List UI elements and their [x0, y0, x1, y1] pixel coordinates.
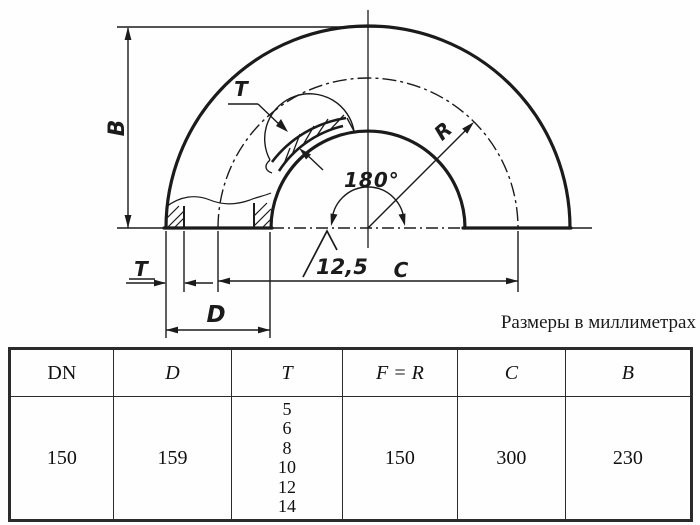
t-value: 12 — [278, 476, 297, 497]
header-t: T — [232, 349, 342, 397]
label-diameter-d: D — [206, 302, 226, 328]
table-data-row — [10, 397, 692, 521]
label-wall-t-bottom: T — [134, 257, 148, 281]
t-value: 6 — [282, 418, 292, 438]
cell-d: 159 — [113, 397, 232, 521]
header-dn: DN — [10, 349, 114, 397]
label-angle-180: 180° — [344, 168, 400, 192]
dimensions-table — [8, 347, 693, 522]
cell-t — [232, 397, 342, 521]
break-wavy-line — [166, 193, 271, 207]
t-value: 10 — [278, 457, 297, 477]
t-value: 8 — [282, 437, 292, 458]
header-c: C — [458, 349, 566, 397]
label-radius-r: R — [429, 116, 457, 146]
t-value: 5 — [282, 398, 292, 419]
table-header-row — [10, 349, 692, 397]
cell-f-r: 150 — [342, 397, 457, 521]
header-f-r: F = R — [342, 349, 457, 397]
cell-dn: 150 — [10, 397, 114, 521]
t-value: 14 — [278, 496, 297, 516]
header-b: B — [565, 349, 691, 397]
cell-b: 230 — [565, 397, 691, 521]
units-note: Размеры в миллиметрах — [500, 312, 696, 333]
label-roughness-12-5: 12,5 — [316, 255, 368, 279]
label-wall-t-top: T — [234, 77, 248, 101]
label-length-c: C — [393, 258, 409, 282]
cell-c: 300 — [458, 397, 566, 521]
cell-t-values — [232, 400, 341, 517]
label-height-b: B — [105, 119, 130, 137]
centerlines — [218, 10, 518, 248]
header-d: D — [113, 349, 232, 397]
